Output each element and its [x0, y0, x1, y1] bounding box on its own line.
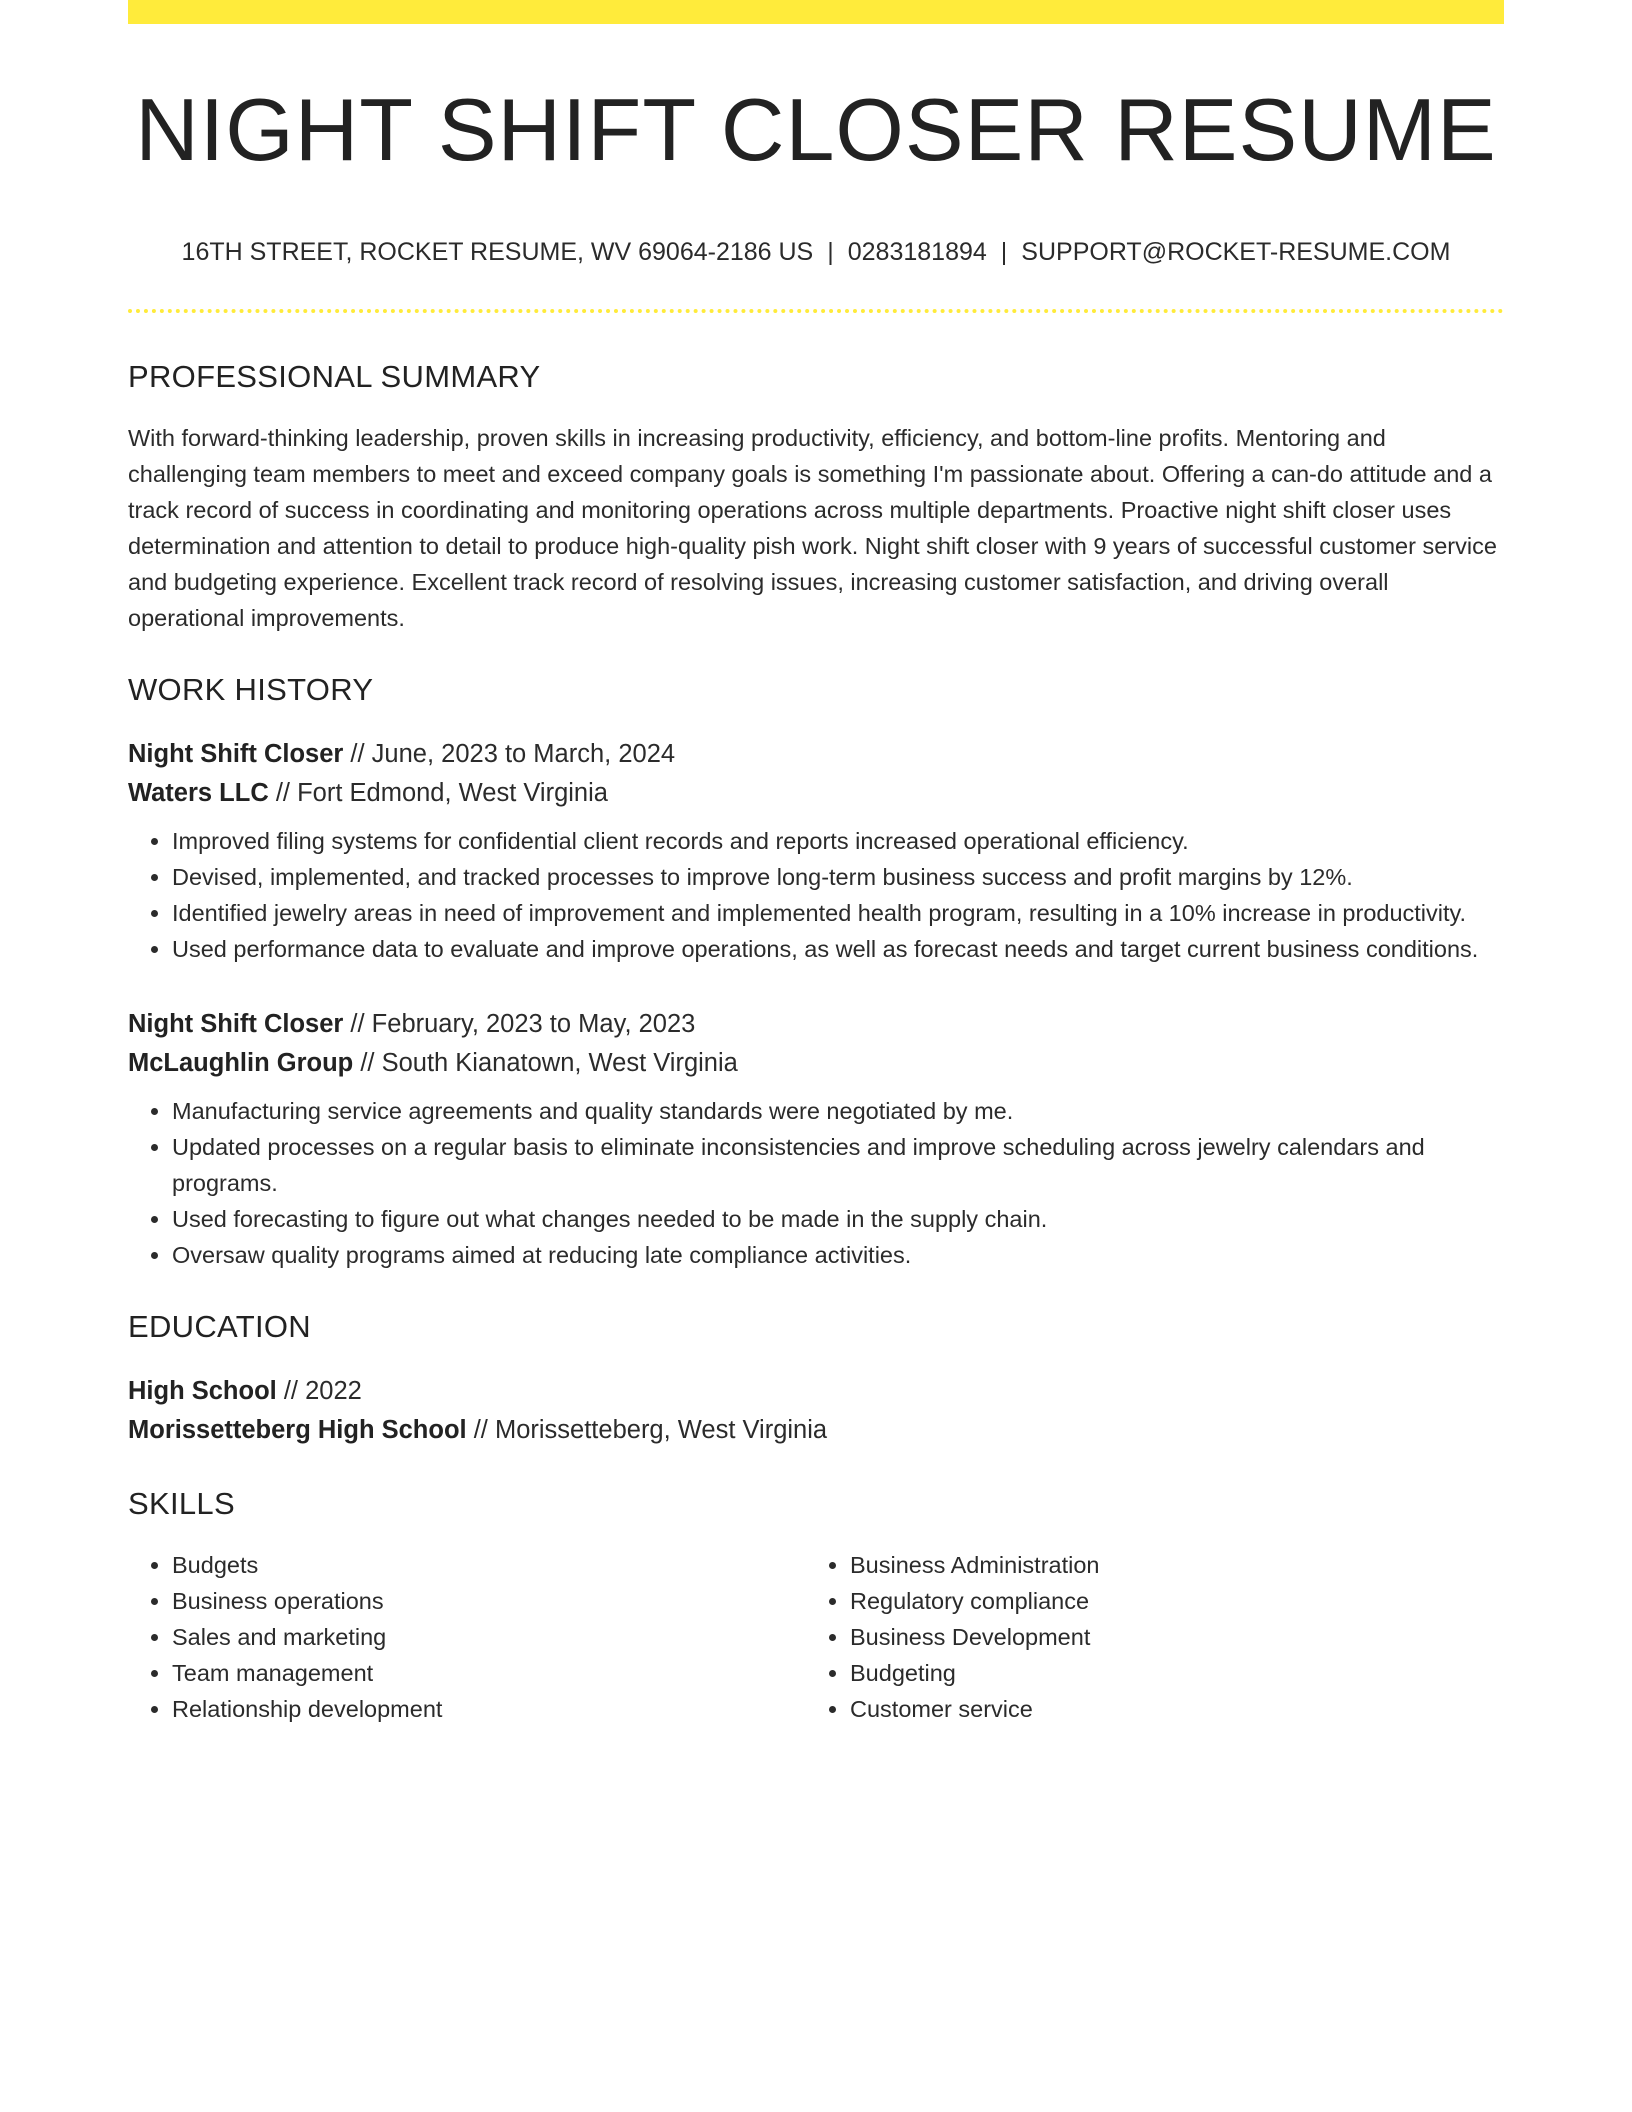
- job-company: McLaughlin Group: [128, 1049, 354, 1077]
- list-item: • Updated processes on a regular basis to eliminate inconsistencies and improve scheduling across jewelry calendars and programs.: [172, 1129, 1504, 1201]
- list-item: • Sales and marketing: [172, 1619, 806, 1655]
- skills-list: [806, 1547, 1484, 1727]
- job-location: // South Kianatown, West Virginia: [353, 1049, 738, 1077]
- job-dates: // June, 2023 to March, 2024: [343, 740, 676, 768]
- list-item: • Relationship development: [172, 1691, 806, 1727]
- list-item: • Business operations: [172, 1583, 806, 1619]
- list-item: • Oversaw quality programs aimed at reducing late compliance activities.: [172, 1237, 1504, 1273]
- education-entry: [128, 1372, 1504, 1450]
- contact-line: [128, 240, 1504, 265]
- education-school: Morissetteberg High School: [128, 1416, 467, 1444]
- skills-column-right: [806, 1547, 1484, 1727]
- contact-address: 16TH STREET, ROCKET RESUME, WV 69064-2186 US: [181, 238, 814, 266]
- education-degree: High School: [128, 1377, 277, 1405]
- skills-grid: [128, 1547, 1504, 1727]
- job-location: // Fort Edmond, West Virginia: [268, 779, 608, 807]
- dotted-divider: [128, 309, 1504, 313]
- resume-title: NIGHT SHIFT CLOSER RESUME: [135, 80, 1497, 179]
- section-title-skills: SKILLS: [128, 1486, 235, 1521]
- section-title-work-history: WORK HISTORY: [128, 672, 374, 707]
- job-role: Night Shift Closer: [128, 740, 344, 768]
- education-year: // 2022: [276, 1377, 362, 1405]
- job-bullets: [128, 823, 1504, 967]
- skills-column-left: [128, 1547, 806, 1727]
- list-item: • Budgets: [172, 1547, 806, 1583]
- contact-email: SUPPORT@ROCKET-RESUME.COM: [1021, 238, 1451, 266]
- job-company: Waters LLC: [128, 779, 269, 807]
- list-item: • Manufacturing service agreements and quality standards were negotiated by me.: [172, 1093, 1504, 1129]
- summary-text: With forward-thinking leadership, proven skills in increasing productivity, efficiency, and bottom-line profits. Mentoring and challenging team members to meet and exceed company goals is something I'm passionate about. Offering a can-do attitude and a track record of success in coordinating and monitoring operations across multiple departments. Proactive night shift closer uses determination and attention to detail to produce high-quality pish work. Night shift closer with 9 years of successful customer service and budgeting experience. Excellent track record of resolving issues, increasing customer satisfaction, and driving overall operational improvements.: [128, 425, 1497, 631]
- list-item: • Team management: [172, 1655, 806, 1691]
- job-bullets: [128, 1093, 1504, 1273]
- education-school-line: [128, 1411, 1504, 1450]
- job-entry: [128, 1005, 1504, 1273]
- list-item: • Business Development: [850, 1619, 1484, 1655]
- section-title-summary: PROFESSIONAL SUMMARY: [128, 359, 541, 394]
- job-dates: // February, 2023 to May, 2023: [343, 1010, 696, 1038]
- job-company-line: [128, 774, 1504, 813]
- list-item: • Used performance data to evaluate and improve operations, as well as forecast needs and target current business conditions.: [172, 931, 1504, 967]
- list-item: • Identified jewelry areas in need of improvement and implemented health program, resulting in a 10% increase in productivity.: [172, 895, 1504, 931]
- list-item: • Customer service: [850, 1691, 1484, 1727]
- education-location: // Morissetteberg, West Virginia: [466, 1416, 828, 1444]
- list-item: • Improved filing systems for confidential client records and reports increased operational efficiency.: [172, 823, 1504, 859]
- accent-bar: [128, 0, 1504, 24]
- list-item: • Regulatory compliance: [850, 1583, 1484, 1619]
- job-role-line: [128, 1005, 1504, 1044]
- job-role: Night Shift Closer: [128, 1010, 344, 1038]
- list-item: • Devised, implemented, and tracked processes to improve long-term business success and profit margins by 12%.: [172, 859, 1504, 895]
- contact-phone: 0283181894: [847, 238, 987, 266]
- contact-separator: |: [1000, 238, 1008, 266]
- resume-page: [128, 0, 1504, 1727]
- skills-list: [128, 1547, 806, 1727]
- job-role-line: [128, 735, 1504, 774]
- job-company-line: [128, 1044, 1504, 1083]
- list-item: • Used forecasting to figure out what changes needed to be made in the supply chain.: [172, 1201, 1504, 1237]
- section-title-education: EDUCATION: [128, 1309, 311, 1344]
- list-item: • Business Administration: [850, 1547, 1484, 1583]
- list-item: • Budgeting: [850, 1655, 1484, 1691]
- education-degree-line: [128, 1372, 1504, 1411]
- job-entry: [128, 735, 1504, 967]
- contact-separator: |: [827, 238, 834, 266]
